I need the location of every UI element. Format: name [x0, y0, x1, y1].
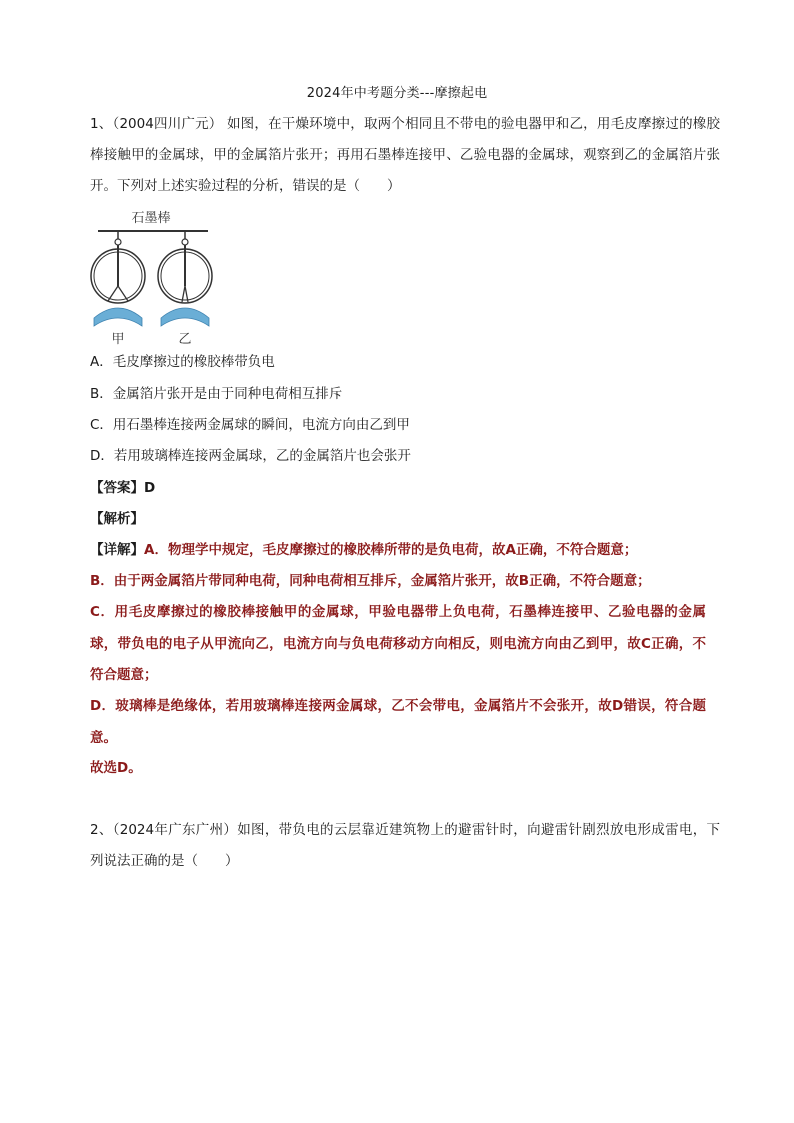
- detail-a: [90, 535, 706, 567]
- label-jia: 甲: [111, 332, 125, 346]
- electroscope-yi: [158, 231, 212, 326]
- page-title: 2024年中考题分类---摩擦起电: [306, 86, 488, 101]
- question-2-text: 2、（2024年广东广州）如图，带负电的云层靠近建筑物上的避雷针时，向避雷针剧烈放电形成雷电，下列说法正确的是（ ）: [90, 822, 720, 869]
- detail-b: B．由于两金属箔片带同种电荷，同种电荷相互排斥，金属箔片张开，故B正确，不符合题意；: [90, 573, 651, 589]
- analysis-label: 【解析】: [90, 511, 144, 527]
- answer-label: 【答案】D: [90, 480, 156, 496]
- electroscope-diagram: [90, 206, 230, 346]
- final-answer: 故选D。: [90, 760, 142, 776]
- electroscope-jia: [91, 231, 145, 326]
- detail-a-text: A．物理学中规定，毛皮摩擦过的橡胶棒所带的是负电荷，故A正确，不符合题意；: [144, 542, 638, 558]
- option-c: C．用石墨棒连接两金属球的瞬间，电流方向由乙到甲: [90, 417, 410, 433]
- option-d: D．若用玻璃棒连接两金属球，乙的金属箔片也会张开: [90, 448, 411, 464]
- electroscope-figure: [90, 206, 230, 346]
- question-1-text: 1、（2004四川广元） 如图，在干燥环境中，取两个相同且不带电的验电器甲和乙，用毛皮摩擦过的橡胶棒接触甲的金属球，甲的金属箔片张开；再用石墨棒连接甲、乙验电器的金属球，观察到乙的金属箔片张开。下列对上述实验过程的分析，错误的是（ ）: [90, 116, 720, 194]
- detail-tag: 【详解】: [90, 542, 144, 558]
- option-a: A．毛皮摩擦过的橡胶棒带负电: [90, 354, 275, 370]
- detail-d: D．玻璃棒是绝缘体，若用玻璃棒连接两金属球，乙不会带电，金属箔片不会张开，故D错误，符合题意。: [90, 698, 706, 746]
- graphite-rod-label: 石墨棒: [131, 211, 171, 226]
- option-b: B．金属箔片张开是由于同种电荷相互排斥: [90, 386, 343, 402]
- label-yi: 乙: [178, 332, 192, 346]
- detail-c: C．用毛皮摩擦过的橡胶棒接触甲的金属球，甲验电器带上负电荷，石墨棒连接甲、乙验电器的金属球，带负电的电子从甲流向乙，电流方向与负电荷移动方向相反，则电流方向由乙到甲，故C正确，不符合题意；: [90, 604, 706, 683]
